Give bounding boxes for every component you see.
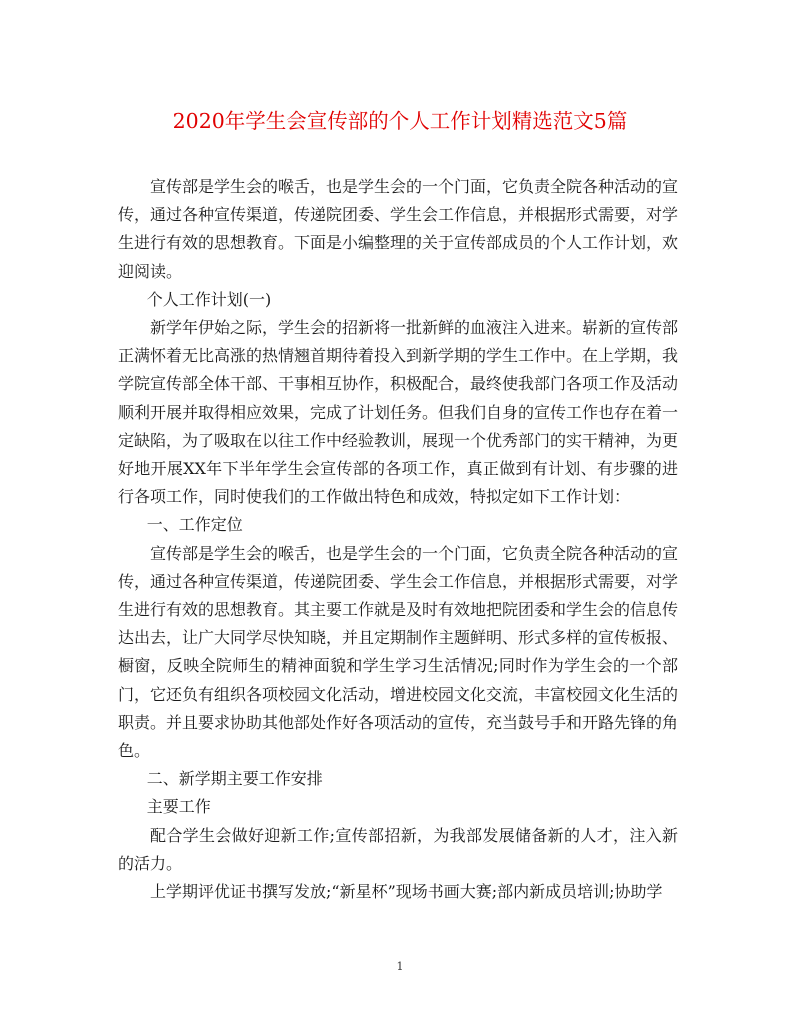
page-number: 1 (396, 960, 404, 973)
tasks-paragraph: 上学期评优证书撰写发放;“新星杯”现场书画大赛;部内新成员培训;协助学 (150, 882, 663, 902)
intro-paragraph: 宣传部是学生会的喉舌，也是学生会的一个门面，它负责全院各种活动的宣传，通过各种宣传渠道，传递院团委、学生会工作信息，并根据形式需要，对学生进行有效的思想教育。下面是小编整理的关于宣传部成员的个人工作计划，欢迎阅读。 (118, 177, 679, 281)
positioning-paragraph: 宣传部是学生会的喉舌，也是学生会的一个门面，它负责全院各种活动的宣传，通过各种宣传渠道，传递院团委、学生会工作信息，并根据形式需要，对学生进行有效的思想教育。其主要工作就是及时有效地把院团委和学生会的信息传达出去，让广大同学尽快知晓，并且定期制作主题鲜明、形式多样的宣传板报、橱窗，反映全院师生的精神面貌和学生学习生活情况;同时作为学生会的一个部门，它还负有组织各项校园文化活动，增进校园文化交流，丰富校园文化生活的职责。并且要求协助其他部处作好各项活动的宣传，充当鼓号手和开路先锋的角色。 (118, 543, 679, 761)
plan-intro-paragraph: 新学年伊始之际，学生会的招新将一批新鲜的血液注入进来。崭新的宣传部正满怀着无比高涨的热情翘首期待着投入到新学期的学生工作中。在上学期，我学院宣传部全体干部、干事相互协作，积极配合，最终使我部门各项工作及活动顺利开展并取得相应效果，完成了计划任务。但我们自身的宣传工作也存在着一定缺陷，为了吸取在以往工作中经验教训，展现一个优秀部门的实干精神，为更好地开展XX年下半年学生会宣传部的各项工作，真正做到有计划、有步骤的进行各项工作，同时使我们的工作做出特色和成效，特拟定如下工作计划： (118, 318, 679, 507)
main-work-paragraph: 配合学生会做好迎新工作;宣传部招新，为我部发展储备新的人才，注入新的活力。 (118, 825, 678, 873)
subheading-main-work: 主要工作 (146, 797, 211, 817)
section-heading-arrangement: 二、新学期主要工作安排 (146, 769, 323, 789)
section-heading-positioning: 一、工作定位 (146, 515, 243, 535)
document-body (118, 173, 678, 906)
section-heading-plan-one: 个人工作计划(一) (146, 289, 272, 309)
document-title: 2020年学生会宣传部的个人工作计划精选范文5篇 (172, 109, 628, 133)
